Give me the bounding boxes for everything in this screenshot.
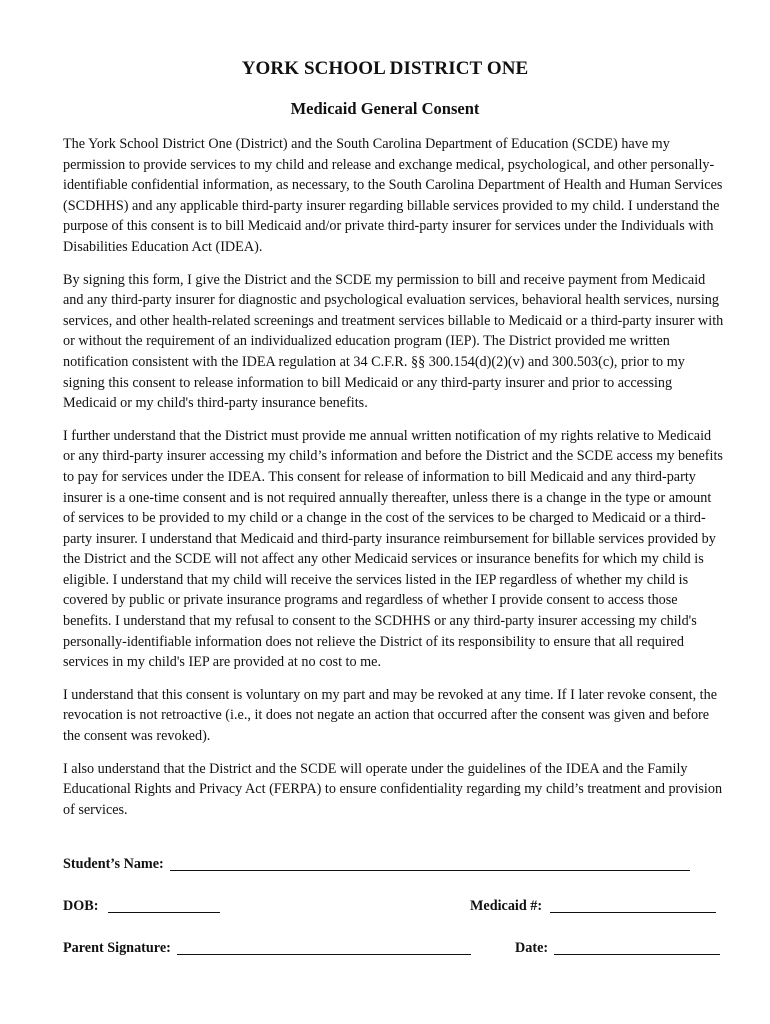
parent-signature-label: Parent Signature: [63,940,171,956]
date-label: Date: [515,940,549,956]
student-name-row [63,856,725,878]
date-field [515,940,720,957]
student-name-field [63,856,690,873]
student-name-label: Student’s Name: [63,856,164,872]
medicaid-label: Medicaid #: [470,898,543,914]
paragraph-revocation: I understand that this consent is voluntary on my part and may be revoked at any time. If I later revoke consent, the revocation is not retroactive (i.e., it does not negate an action that occurred after the consent was given and before the consent was revoked). [63,686,718,745]
paragraph-notification-rights: I further understand that the District must provide me annual written notification of my rights relative to Medicaid or any third-party insurer accessing my child’s information and before the District and the SCDE access my benefits to pay for services under the IDEA. This consent for release of information to bill Medicaid and any third-party insurer is a one-time consent and is not required annually thereafter, unless there is a change in the type or amount of services to be provided to my child or a change in the cost of the services to be charged to Medicaid or a third-party insurer. I understand that Medicaid and third-party insurance reimbursement for billable services provided by the District and the SCDE will not affect any other Medicaid services or insurance benefits for which my child is eligible. I understand that my child will receive the services listed in the IEP regardless of whether my child is covered by public or private insurance programs and regardless of whether I provide consent to access those benefits. I understand that my refusal to consent to the SCDHHS or any third-party insurer accessing my child's personally-identifiable information does not relieve the District of its responsibility to ensure that all required services in my child's IEP are provided at no cost to me. [63,427,723,671]
dob-field [63,898,220,915]
document-subtitle: Medicaid General Consent [290,99,480,118]
dob-label: DOB: [63,898,99,914]
medicaid-input-line[interactable] [550,898,716,913]
signature-date-row [63,940,725,962]
medicaid-field [470,898,716,915]
parent-signature-input-line[interactable] [177,940,471,955]
student-name-input-line[interactable] [170,856,690,871]
paragraph-purpose: The York School District One (District) and the South Carolina Department of Education (SCDE) have my permission to provide services to my child and release and exchange medical, psychological, and other personally-identifiable confidential information, as necessary, to the South Carolina Department of Health and Human Services (SCDHHS) and any applicable third-party insurer regarding billable services provided to my child. I understand the purpose of this consent is to bill Medicaid and/or private third-party insurer for services under the Individuals with Disabilities Education Act (IDEA). [63,136,723,255]
paragraph-billing-permission: By signing this form, I give the District and the SCDE my permission to bill and receive payment from Medicaid and any third-party insurer for diagnostic and psychological evaluation services, behavioral health services, nursing services, and other health-related screenings and treatment services billable to Medicaid or a third-party insurer with or without the requirement of an individualized education program (IEP). The District provided me written notification consistent with the IDEA regulation at 34 C.F.R. §§ 300.154(d)(2)(v) and 300.503(c), prior to my signing this consent to release information to bill Medicaid or any third-party insurer and prior to accessing Medicaid or my child's third-party insurance benefits. [63,271,724,412]
document-title: YORK SCHOOL DISTRICT ONE [241,58,529,79]
paragraph-ferpa: I also understand that the District and the SCDE will operate under the guidelines of the IDEA and the Family Educational Rights and Privacy Act (FERPA) to ensure confidentiality regarding my child’s treatment and provision of services. [63,760,723,818]
dob-medicaid-row [63,898,725,920]
consent-body [63,134,725,832]
date-input-line[interactable] [554,940,720,955]
dob-input-line[interactable] [108,898,220,913]
parent-signature-field [63,940,471,957]
